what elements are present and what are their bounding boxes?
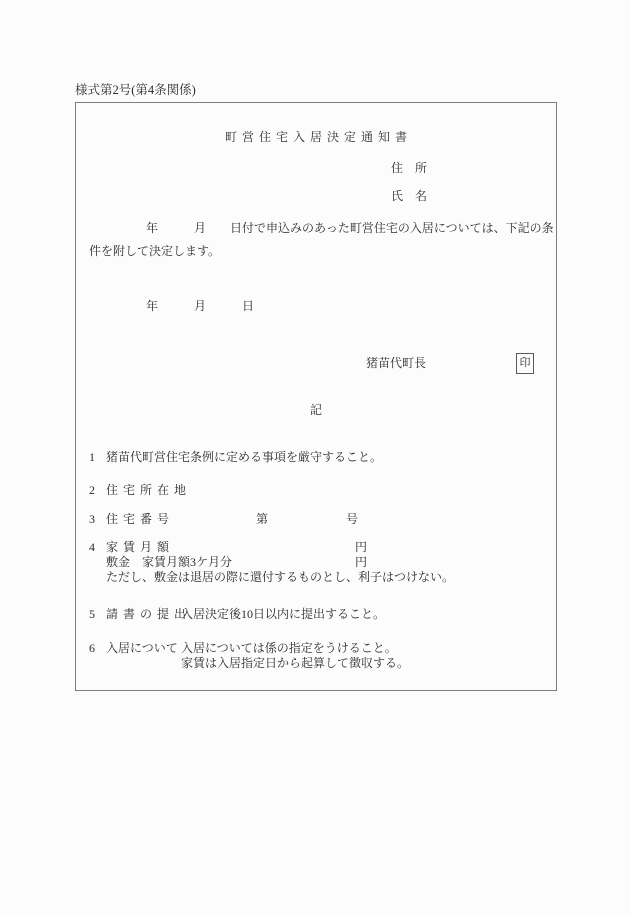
item-number: 2 xyxy=(89,483,95,497)
condition-item-4-note xyxy=(76,570,556,584)
name-label: 氏 名 xyxy=(391,189,428,203)
house-number-go: 号 xyxy=(346,512,359,526)
condition-item-4-line1 xyxy=(76,540,556,554)
document-title: 町 営 住 宅 入 居 決 定 通 知 書 xyxy=(224,130,407,144)
item-text: 請 書 の 提 出 xyxy=(106,607,187,621)
house-number-dai: 第 xyxy=(256,512,269,526)
condition-item-3 xyxy=(76,512,556,526)
item-description-2: 家賃は入居指定日から起算して徴収する。 xyxy=(181,656,410,670)
item-number: 5 xyxy=(89,607,95,621)
seal-placeholder-box xyxy=(516,353,534,374)
form-number-label: 様式第2号(第4条関係) xyxy=(75,83,196,97)
record-heading: 記 xyxy=(309,403,322,417)
deposit-note-text: ただし、敷金は退居の際に還付するものとし、利子はつけない。 xyxy=(106,570,455,584)
deposit-yen-label: 円 xyxy=(355,555,368,569)
issue-date-line: 年 月 日 xyxy=(146,299,255,313)
item-description: 入居については係の指定をうけること。 xyxy=(181,641,397,655)
item-number: 1 xyxy=(89,450,95,464)
item-number: 3 xyxy=(89,512,95,526)
condition-item-2 xyxy=(76,483,556,497)
rent-yen-label: 円 xyxy=(355,540,368,554)
address-label: 住 所 xyxy=(391,161,428,175)
body-paragraph-line1: 年 月 日付で申込みのあった町営住宅の入居については、下記の条 xyxy=(146,221,554,235)
document-border-box xyxy=(75,102,557,691)
item-number: 4 xyxy=(89,540,95,554)
condition-item-6-line1 xyxy=(76,641,556,655)
item-description: 入居決定後10日以内に提出すること。 xyxy=(181,607,386,621)
deposit-text: 敷金 家賃月額3ケ月分 xyxy=(106,555,233,569)
item-text: 住 宅 番 号 xyxy=(106,512,170,526)
seal-character: 印 xyxy=(519,357,531,369)
item-text: 猪苗代町営住宅条例に定める事項を厳守すること。 xyxy=(106,450,383,464)
item-text: 家 賃 月 額 xyxy=(106,540,170,554)
condition-item-4-line2 xyxy=(76,555,556,569)
item-text: 住 宅 所 在 地 xyxy=(106,483,187,497)
body-paragraph-line2: 件を附して決定します。 xyxy=(89,244,221,258)
item-number: 6 xyxy=(89,641,95,655)
mayor-signature-label: 猪苗代町長 xyxy=(366,356,427,370)
condition-item-6-line2 xyxy=(76,656,556,670)
condition-item-5 xyxy=(76,607,556,621)
item-text: 入居について xyxy=(106,641,178,655)
condition-item-1 xyxy=(76,450,556,464)
